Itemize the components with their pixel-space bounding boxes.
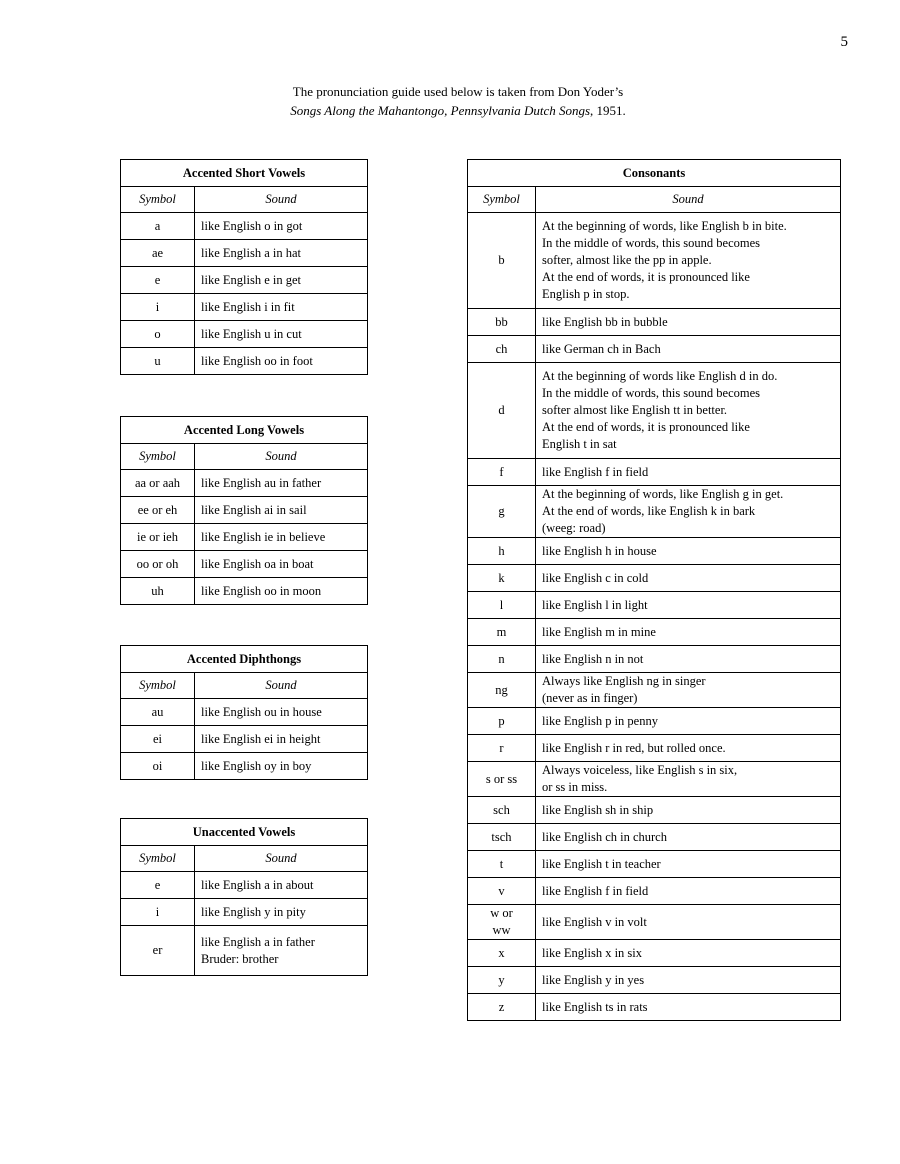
table-row	[121, 872, 368, 899]
symbol-cell: sch	[468, 797, 536, 824]
table-row	[121, 578, 368, 605]
page-number: 5	[840, 34, 848, 50]
table-row	[468, 762, 841, 797]
sound-cell: like English r in red, but rolled once.	[536, 735, 841, 762]
table-title: Accented Long Vowels	[121, 417, 368, 444]
symbol-cell: oo or oh	[121, 551, 195, 578]
table-title: Consonants	[468, 160, 841, 187]
table-row	[468, 797, 841, 824]
symbol-cell: z	[468, 994, 536, 1021]
table-row	[468, 363, 841, 459]
sound-cell: like English a in hat	[195, 240, 368, 267]
table-row	[121, 470, 368, 497]
sound-cell: like English u in cut	[195, 321, 368, 348]
sound-cell: like English c in cold	[536, 565, 841, 592]
sound-cell: like English oo in moon	[195, 578, 368, 605]
symbol-cell: au	[121, 699, 195, 726]
symbol-cell: r	[468, 735, 536, 762]
table-row	[121, 899, 368, 926]
sound-cell: like English ch in church	[536, 824, 841, 851]
sound-cell: like English ai in sail	[195, 497, 368, 524]
sound-cell: like English n in not	[536, 646, 841, 673]
table-row	[121, 321, 368, 348]
sound-cell: like English a in father Bruder: brother	[195, 926, 368, 976]
source-title: Songs Along the Mahantongo, Pennsylvania Dutch Songs	[290, 103, 591, 118]
sound-cell: like English au in father	[195, 470, 368, 497]
symbol-cell: ei	[121, 726, 195, 753]
table-title: Unaccented Vowels	[121, 819, 368, 846]
sound-cell: like English ie in believe	[195, 524, 368, 551]
sound-header: Sound	[536, 187, 841, 213]
symbol-header: Symbol	[468, 187, 536, 213]
sound-cell: like English e in get	[195, 267, 368, 294]
intro-line-1: The pronunciation guide used below is taken from Don Yoder’s	[292, 84, 624, 99]
sound-cell: like English f in field	[536, 878, 841, 905]
sound-cell: At the beginning of words like English d in do. In the middle of words, this sound becomes softer almost like English tt in better. At the end of words, it is pronounced like English t in sat	[536, 363, 841, 459]
symbol-cell: l	[468, 592, 536, 619]
diphthongs-table	[120, 645, 368, 780]
table-row	[468, 592, 841, 619]
symbol-cell: g	[468, 486, 536, 538]
table-row	[468, 309, 841, 336]
symbol-cell: h	[468, 538, 536, 565]
sound-cell: At the beginning of words, like English b in bite. In the middle of words, this sound becomes softer, almost like the pp in apple. At the end of words, it is pronounced like English p in stop.	[536, 213, 841, 309]
long-vowels-table	[120, 416, 368, 605]
symbol-cell: ng	[468, 673, 536, 708]
sound-header: Sound	[195, 846, 368, 872]
table-row	[121, 753, 368, 780]
consonants-table	[467, 159, 841, 1021]
table-row	[468, 905, 841, 940]
symbol-cell: ae	[121, 240, 195, 267]
intro-text	[0, 82, 900, 120]
symbol-cell: e	[121, 267, 195, 294]
sound-cell: like English oa in boat	[195, 551, 368, 578]
symbol-header: Symbol	[121, 673, 195, 699]
table-row	[121, 726, 368, 753]
table-row	[468, 878, 841, 905]
symbol-cell: s or ss	[468, 762, 536, 797]
sound-cell: like English t in teacher	[536, 851, 841, 878]
symbol-cell: oi	[121, 753, 195, 780]
symbol-cell: v	[468, 878, 536, 905]
sound-cell: like English y in yes	[536, 967, 841, 994]
symbol-cell: a	[121, 213, 195, 240]
table-row	[121, 699, 368, 726]
table-title: Accented Diphthongs	[121, 646, 368, 673]
symbol-header: Symbol	[121, 444, 195, 470]
symbol-cell: d	[468, 363, 536, 459]
sound-cell: like English f in field	[536, 459, 841, 486]
table-row	[121, 240, 368, 267]
symbol-cell: bb	[468, 309, 536, 336]
sound-cell: like English ou in house	[195, 699, 368, 726]
table-row	[468, 994, 841, 1021]
symbol-cell: n	[468, 646, 536, 673]
table-title: Accented Short Vowels	[121, 160, 368, 187]
table-row	[468, 336, 841, 363]
symbol-cell: er	[121, 926, 195, 976]
table-row	[468, 967, 841, 994]
sound-cell: like English bb in bubble	[536, 309, 841, 336]
symbol-cell: tsch	[468, 824, 536, 851]
table-row	[468, 565, 841, 592]
short-vowels-table	[120, 159, 368, 375]
source-year: , 1951.	[590, 103, 626, 118]
sound-cell: like English oo in foot	[195, 348, 368, 375]
sound-cell: like English l in light	[536, 592, 841, 619]
symbol-cell: uh	[121, 578, 195, 605]
sound-cell: like English x in six	[536, 940, 841, 967]
table-row	[121, 267, 368, 294]
sound-header: Sound	[195, 444, 368, 470]
table-row	[121, 497, 368, 524]
table-row	[468, 735, 841, 762]
table-row	[468, 538, 841, 565]
sound-header: Sound	[195, 187, 368, 213]
table-row	[468, 459, 841, 486]
table-row	[468, 940, 841, 967]
table-row	[121, 294, 368, 321]
sound-cell: like English v in volt	[536, 905, 841, 940]
symbol-cell: t	[468, 851, 536, 878]
sound-cell: Always like English ng in singer (never as in finger)	[536, 673, 841, 708]
symbol-cell: ee or eh	[121, 497, 195, 524]
symbol-cell: o	[121, 321, 195, 348]
sound-cell: like English i in fit	[195, 294, 368, 321]
sound-cell: like English ts in rats	[536, 994, 841, 1021]
symbol-cell: ch	[468, 336, 536, 363]
symbol-cell: i	[121, 899, 195, 926]
symbol-cell: e	[121, 872, 195, 899]
sound-cell: Always voiceless, like English s in six, or ss in miss.	[536, 762, 841, 797]
table-row	[468, 619, 841, 646]
symbol-cell: y	[468, 967, 536, 994]
table-row	[121, 926, 368, 976]
sound-cell: like English y in pity	[195, 899, 368, 926]
table-row	[468, 824, 841, 851]
sound-cell: like English oy in boy	[195, 753, 368, 780]
table-row	[121, 213, 368, 240]
table-row	[468, 708, 841, 735]
sound-cell: like English a in about	[195, 872, 368, 899]
symbol-cell: m	[468, 619, 536, 646]
symbol-header: Symbol	[121, 187, 195, 213]
sound-cell: like English p in penny	[536, 708, 841, 735]
table-row	[121, 348, 368, 375]
sound-cell: like English m in mine	[536, 619, 841, 646]
table-row	[468, 673, 841, 708]
symbol-cell: ie or ieh	[121, 524, 195, 551]
sound-header: Sound	[195, 673, 368, 699]
sound-cell: like English ei in height	[195, 726, 368, 753]
table-row	[468, 486, 841, 538]
symbol-cell: p	[468, 708, 536, 735]
symbol-header: Symbol	[121, 846, 195, 872]
symbol-cell: u	[121, 348, 195, 375]
sound-cell: like German ch in Bach	[536, 336, 841, 363]
sound-cell: like English o in got	[195, 213, 368, 240]
symbol-cell: b	[468, 213, 536, 309]
table-row	[468, 213, 841, 309]
sound-cell: like English sh in ship	[536, 797, 841, 824]
symbol-cell: i	[121, 294, 195, 321]
symbol-cell: aa or aah	[121, 470, 195, 497]
symbol-cell: f	[468, 459, 536, 486]
symbol-cell: k	[468, 565, 536, 592]
table-row	[468, 851, 841, 878]
table-row	[121, 524, 368, 551]
sound-cell: At the beginning of words, like English g in get. At the end of words, like English k in bark (weeg: road)	[536, 486, 841, 538]
table-row	[468, 646, 841, 673]
table-row	[121, 551, 368, 578]
sound-cell: like English h in house	[536, 538, 841, 565]
symbol-cell: w or ww	[468, 905, 536, 940]
intro-line-2	[0, 101, 900, 120]
unaccented-vowels-table	[120, 818, 368, 976]
symbol-cell: x	[468, 940, 536, 967]
